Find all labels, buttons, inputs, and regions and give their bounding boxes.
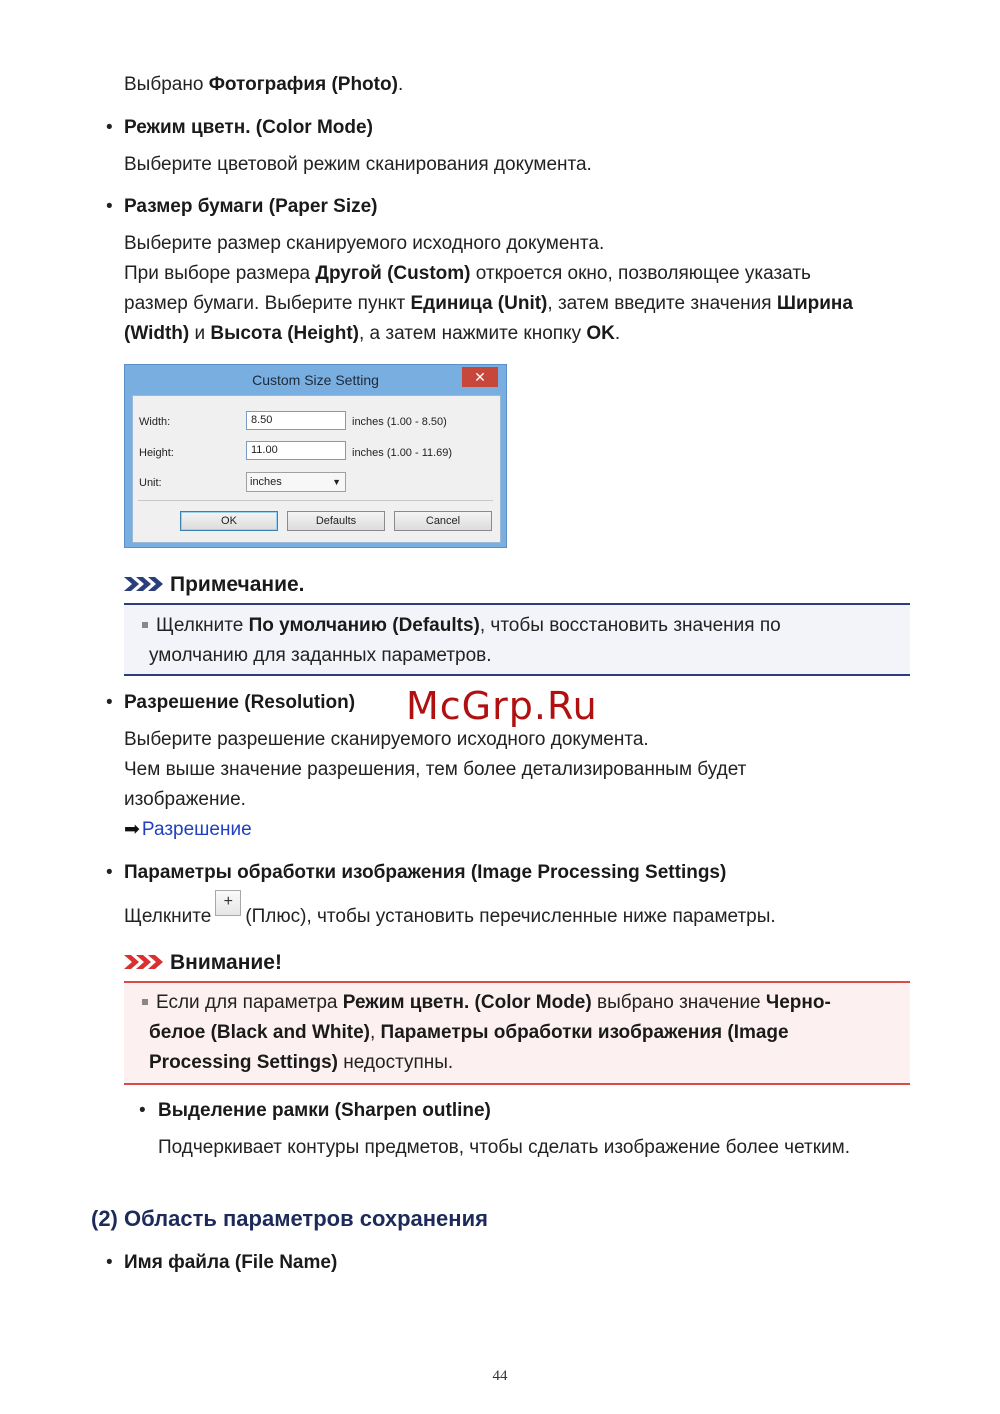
resolution-desc-3: изображение. [124, 789, 246, 810]
resolution-desc-1: Выберите разрешение сканируемого исходного документа. [124, 729, 649, 750]
note-heading: Примечание. [124, 570, 305, 600]
bullet-dot: • [106, 1252, 113, 1273]
caution-line-2: белое (Black and White), Параметры обработки изображения (Image [149, 1022, 789, 1043]
note-box [124, 603, 910, 676]
square-bullet-icon [142, 999, 148, 1005]
paper-size-line4: (Width) и Высота (Height), а затем нажмите кнопку OK. [124, 323, 621, 344]
width-range: inches (1.00 - 8.50) [352, 416, 447, 428]
dialog-body [132, 395, 501, 543]
resolution-desc-2: Чем выше значение разрешения, тем более детализированным будет [124, 759, 747, 780]
arrow-right-icon: ➡ [124, 819, 140, 840]
color-mode-title: Режим цветн. (Color Mode) [124, 117, 373, 138]
paper-size-line3: размер бумаги. Выберите пункт Единица (Unit), затем введите значения Ширина [124, 293, 853, 314]
sharpen-title: Выделение рамки (Sharpen outline) [158, 1100, 491, 1121]
image-processing-title: Параметры обработки изображения (Image Processing Settings) [124, 862, 727, 883]
note-line-2: умолчанию для заданных параметров. [149, 645, 492, 666]
caution-line-1: Если для параметра Режим цветн. (Color Mode) выбрано значение Черно- [142, 988, 831, 1018]
page-number: 44 [492, 1368, 508, 1384]
square-bullet-icon [142, 622, 148, 628]
bullet-dot: • [139, 1100, 146, 1121]
paper-size-title: Размер бумаги (Paper Size) [124, 196, 378, 217]
height-label: Height: [139, 447, 174, 459]
resolution-link[interactable]: ➡ Разрешение [124, 819, 252, 840]
color-mode-desc: Выберите цветовой режим сканирования документа. [124, 154, 592, 175]
file-name-title: Имя файла (File Name) [124, 1252, 338, 1273]
resolution-title: Разрешение (Resolution) [124, 692, 356, 713]
bullet-dot: • [106, 117, 113, 138]
watermark: McGrp.Ru [406, 684, 598, 728]
width-label: Width: [139, 416, 171, 428]
unit-select[interactable] [246, 472, 346, 492]
intro-line: Выбрано Фотография (Photo). [124, 74, 404, 95]
ok-button[interactable]: OK [180, 511, 278, 531]
sharpen-desc: Подчеркивает контуры предметов, чтобы сделать изображение более четким. [158, 1137, 850, 1158]
height-range: inches (1.00 - 11.69) [352, 447, 453, 459]
bullet-dot: • [106, 862, 113, 883]
width-input[interactable]: 8.50 [246, 411, 346, 430]
note-arrows-icon [124, 575, 166, 593]
height-input[interactable]: 11.00 [246, 441, 346, 460]
cancel-button[interactable]: Cancel [394, 511, 492, 531]
chevron-down-icon: ▼ [332, 477, 341, 487]
note-line-1: Щелкните По умолчанию (Defaults), чтобы восстановить значения по [142, 611, 781, 641]
image-processing-desc: Щелкните+(Плюс), чтобы установить перечисленные ниже параметры. [124, 902, 776, 932]
unit-select-value: inches [250, 476, 282, 488]
dialog-divider [138, 500, 493, 501]
paper-size-desc: Выберите размер сканируемого исходного документа. [124, 233, 605, 254]
close-icon[interactable]: ✕ [462, 367, 498, 387]
bullet-dot: • [106, 692, 113, 713]
dialog-title: Custom Size Setting [252, 372, 379, 388]
plus-button[interactable]: + [215, 890, 241, 916]
caution-arrows-icon [124, 953, 166, 971]
caution-line-3: Processing Settings) недоступны. [149, 1052, 454, 1073]
caution-box [124, 981, 910, 1085]
defaults-button[interactable]: Defaults [287, 511, 385, 531]
paper-size-line2: При выборе размера Другой (Custom) откроется окно, позволяющее указать [124, 263, 811, 284]
unit-label: Unit: [139, 477, 162, 489]
section-heading: (2) Область параметров сохранения [91, 1206, 488, 1231]
custom-size-dialog [124, 364, 507, 548]
caution-heading: Внимание! [124, 948, 282, 978]
bullet-dot: • [106, 196, 113, 217]
